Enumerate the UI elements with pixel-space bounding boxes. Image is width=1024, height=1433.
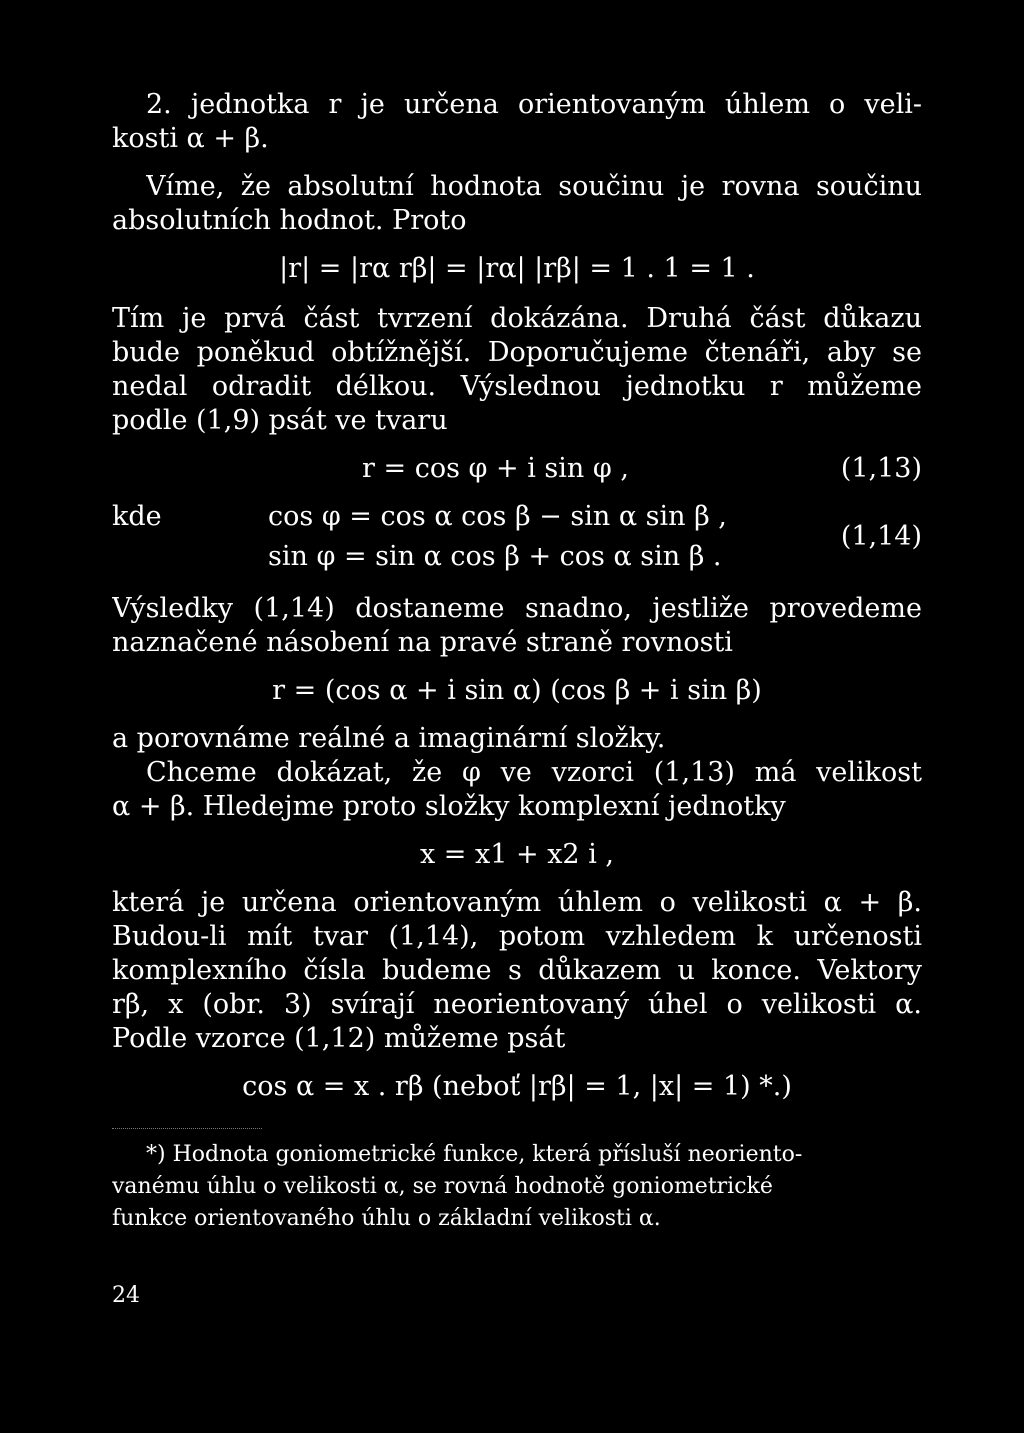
text-line: Tím je prvá část tvrzení dokázána. Druhá část důkazu [112, 303, 922, 334]
text-line: rβ, x (obr. 3) svírají neorientovaný úhel o velikosti α. [112, 989, 922, 1020]
equation-1-13: r = cos φ + i sin φ , [362, 453, 629, 484]
equation-abs-value: |r| = |rα rβ| = |rα| |rβ| = 1 . 1 = 1 . [279, 253, 755, 284]
text-line: Podle vzorce (1,12) můžeme psát [112, 1023, 566, 1054]
text-line: Víme, že absolutní hodnota součinu je rovna součinu [146, 171, 922, 202]
text-line: α + β. Hledejme proto složky komplexní jednotky [112, 791, 786, 822]
equation-product: r = (cos α + i sin α) (cos β + i sin β) [272, 675, 762, 706]
page-number: 24 [112, 1283, 140, 1308]
footnote-line: vanému úhlu o velikosti α, se rovná hodnotě goniometrické [112, 1174, 773, 1199]
text-line: bude poněkud obtížnější. Doporučujeme čtenáři, aby se [112, 337, 922, 368]
equation-1-14-sin: sin φ = sin α cos β + cos α sin β . [268, 541, 722, 572]
footnote-line: funkce orientovaného úhlu o základní velikosti α. [112, 1206, 661, 1231]
text-line: Chceme dokázat, že φ ve vzorci (1,13) má velikost [146, 757, 922, 788]
text-line: nedal odradit délkou. Výslednou jednotku r můžeme [112, 371, 922, 402]
text-line: 2. jednotka r je určena orientovaným úhlem o veli- [146, 89, 922, 120]
equation-cos-alpha: cos α = x . rβ (neboť |rβ| = 1, |x| = 1) *.) [242, 1071, 792, 1102]
text-line: naznačené násobení na pravé straně rovnosti [112, 627, 733, 658]
text-where: kde [112, 501, 162, 532]
text-line: Výsledky (1,14) dostaneme snadno, jestliže provedeme [112, 593, 922, 624]
footnote-rule [112, 1128, 262, 1129]
text-line: Budou-li mít tvar (1,14), potom vzhledem k určenosti [112, 921, 922, 952]
text-line: kosti α + β. [112, 123, 269, 154]
footnote-line: *) Hodnota goniometrické funkce, která přísluší neoriento- [146, 1142, 803, 1167]
text-line: která je určena orientovaným úhlem o velikosti α + β. [112, 887, 922, 918]
text-line: a porovnáme reálné a imaginární složky. [112, 723, 666, 754]
text-line: komplexního čísla budeme s důkazem u konce. Vektory [112, 955, 922, 986]
equation-number-1-14: (1,14) [840, 521, 922, 552]
text-line: podle (1,9) psát ve tvaru [112, 405, 448, 436]
equation-number-1-13: (1,13) [840, 453, 922, 484]
equation-1-14-cos: cos φ = cos α cos β − sin α sin β , [268, 501, 727, 532]
equation-x: x = x1 + x2 i , [420, 839, 614, 870]
text-line: absolutních hodnot. Proto [112, 205, 467, 236]
